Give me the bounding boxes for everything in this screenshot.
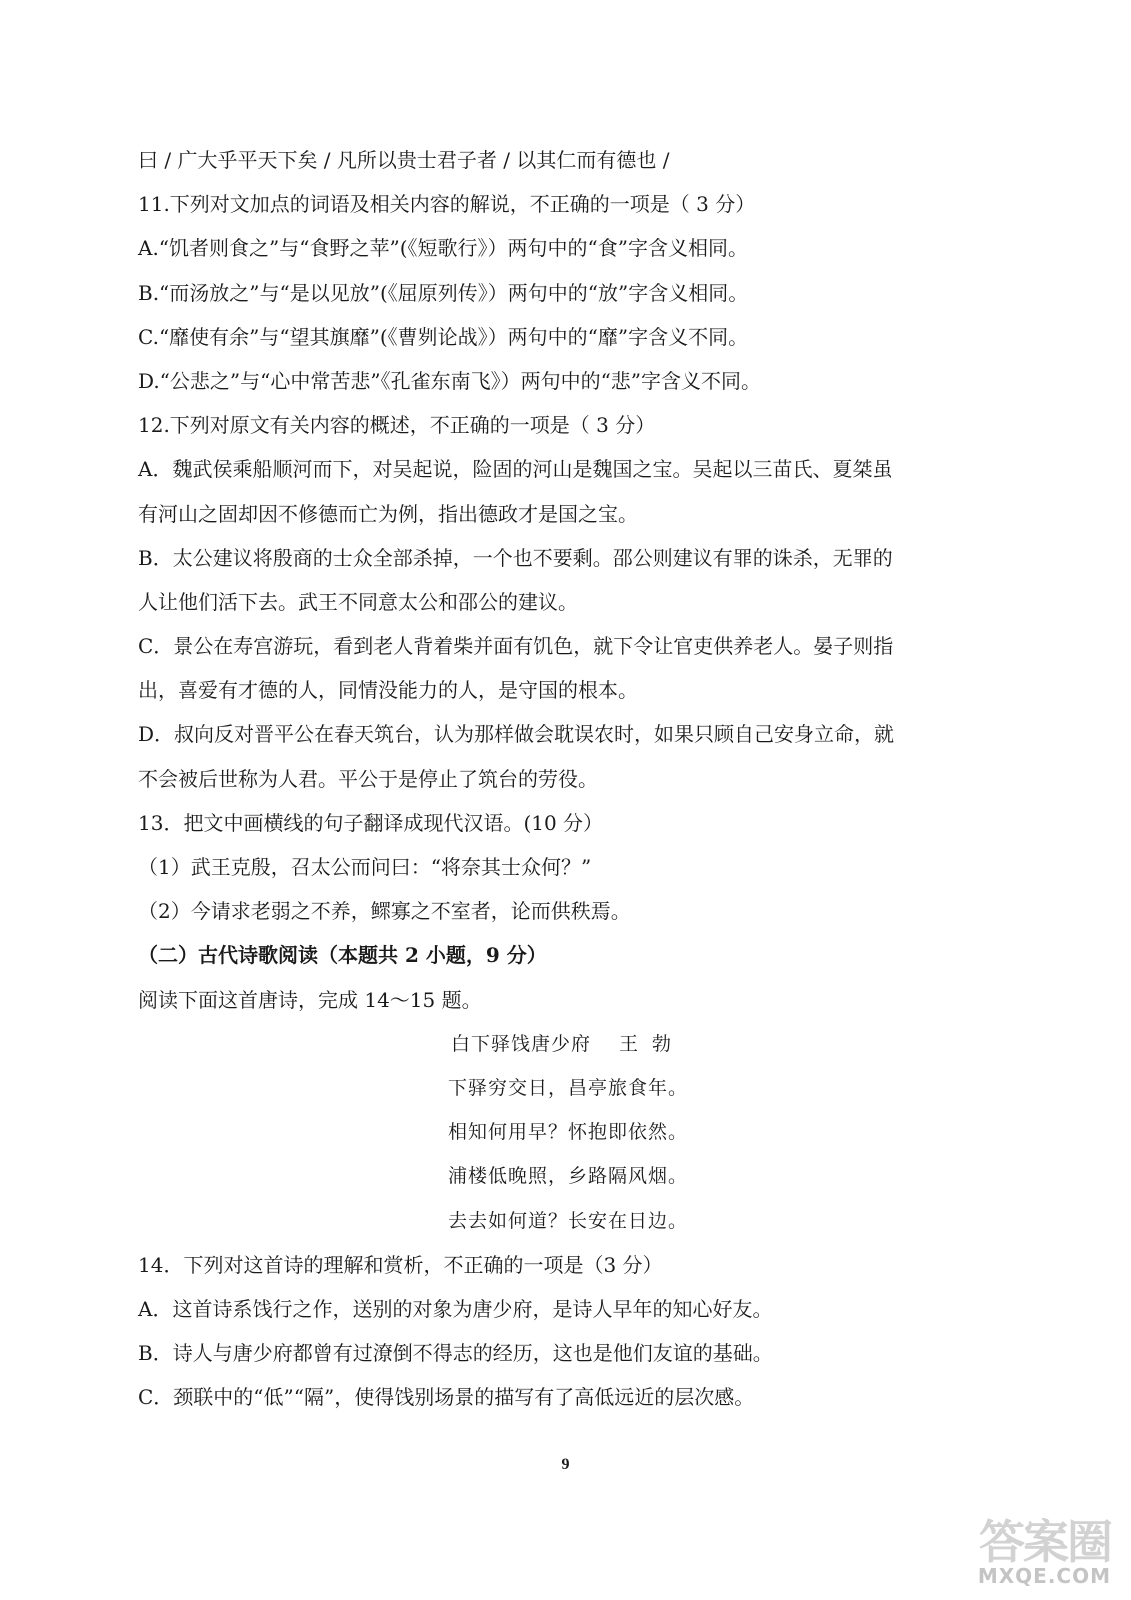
poem-line: 去去如何道？长安在日边。 (447, 1209, 688, 1232)
question-12-option-a-line1: A．魏武侯乘船顺河而下，对吴起说，险固的河山是魏国之宝。吴起以三苗氏、夏桀虽 (138, 457, 893, 482)
question-12-option-b-line1: B．太公建议将殷商的士众全部杀掉，一个也不要剩。邵公则建议有罪的诛杀，无罪的 (138, 545, 893, 570)
watermark (937, 1506, 1117, 1590)
question-12-option-a-line2: 有河山之固却因不修德而亡为例，指出德政才是国之宝。 (138, 501, 638, 526)
question-14-option-b: B．诗人与唐少府都曾有过潦倒不得志的经历，这也是他们友谊的基础。 (138, 1341, 773, 1366)
section-heading-poetry: （二）古代诗歌阅读（本题共 2 小题，9 分） (138, 943, 547, 968)
question-12-option-b-line2: 人让他们活下去。武王不同意太公和邵公的建议。 (138, 589, 578, 614)
question-11-stem: 11.下列对文加点的词语及相关内容的解说，不正确的一项是（ 3 分） (138, 192, 756, 217)
page-content (138, 138, 998, 1419)
question-12-option-c-line2: 出，喜爱有才德的人，同情没能力的人，是守国的根本。 (138, 678, 638, 703)
poem-line: 下驿穷交日，昌亭旅食年。 (447, 1076, 688, 1099)
poem-author: 王勃 (619, 1032, 686, 1055)
poem-line: 相知何用早？怀抱即依然。 (447, 1121, 688, 1144)
watermark-logo: 答案圈 (979, 1515, 1111, 1569)
question-11-option-a: A.“饥者则食之”与“食野之苹”(《短歌行》）两句中的“食”字含义相同。 (138, 236, 748, 261)
poem-line: 浦楼低晚照，乡路隔风烟。 (447, 1165, 688, 1188)
question-13-item-2: （2）今请求老弱之不养，鳏寡之不室者，论而供秩焉。 (138, 899, 631, 924)
page-number: 9 (561, 1456, 570, 1473)
poem-title-line (138, 1022, 998, 1066)
question-12-stem: 12.下列对原文有关内容的概述，不正确的一项是（ 3 分） (138, 413, 656, 438)
watermark-url: MXQE.COM (977, 1564, 1111, 1588)
question-12-option-c-line1: C．景公在寿宫游玩，看到老人背着柴并面有饥色，就下令让官吏供养老人。晏子则指 (138, 634, 894, 659)
question-11-option-b: B.“而汤放之”与“是以见放”(《屈原列传》）两句中的“放”字含义相同。 (138, 280, 749, 305)
question-14-option-c: C．颈联中的“低”“隔”，使得饯别场景的描写有了高低远近的层次感。 (138, 1385, 755, 1410)
question-13-item-1: （1）武王克殷，召太公而问曰：“将奈其士众何？” (138, 855, 592, 879)
poem-title: 白下驿饯唐少府 (450, 1032, 591, 1055)
text-line-punctuation-answer: 曰 / 广大乎平天下矣 / 凡所以贵士君子者 / 以其仁而有德也 / (138, 148, 670, 172)
question-14-option-a: A．这首诗系饯行之作，送别的对象为唐少府，是诗人早年的知心好友。 (138, 1296, 773, 1321)
question-11-option-c: C.“靡使有余”与“望其旗靡”(《曹刿论战》）两句中的“靡”字含义不同。 (138, 324, 749, 349)
question-11-option-d: D.“公悲之”与“心中常苦悲”《孔雀东南飞》）两句中的“悲”字含义不同。 (138, 368, 762, 393)
question-12-option-d-line2: 不会被后世称为人君。平公于是停止了筑台的劳役。 (138, 766, 598, 791)
question-14-stem: 14．下列对这首诗的理解和赏析，不正确的一项是（3 分） (138, 1252, 663, 1277)
question-13-stem: 13．把文中画横线的句子翻译成现代汉语。(10 分） (138, 810, 604, 835)
question-12-option-d-line1: D．叔向反对晋平公在春天筑台，认为那样做会耽误农时，如果只顾自己安身立命，就 (138, 722, 895, 747)
poetry-instruction: 阅读下面这首唐诗，完成 14～15 题。 (138, 987, 482, 1012)
